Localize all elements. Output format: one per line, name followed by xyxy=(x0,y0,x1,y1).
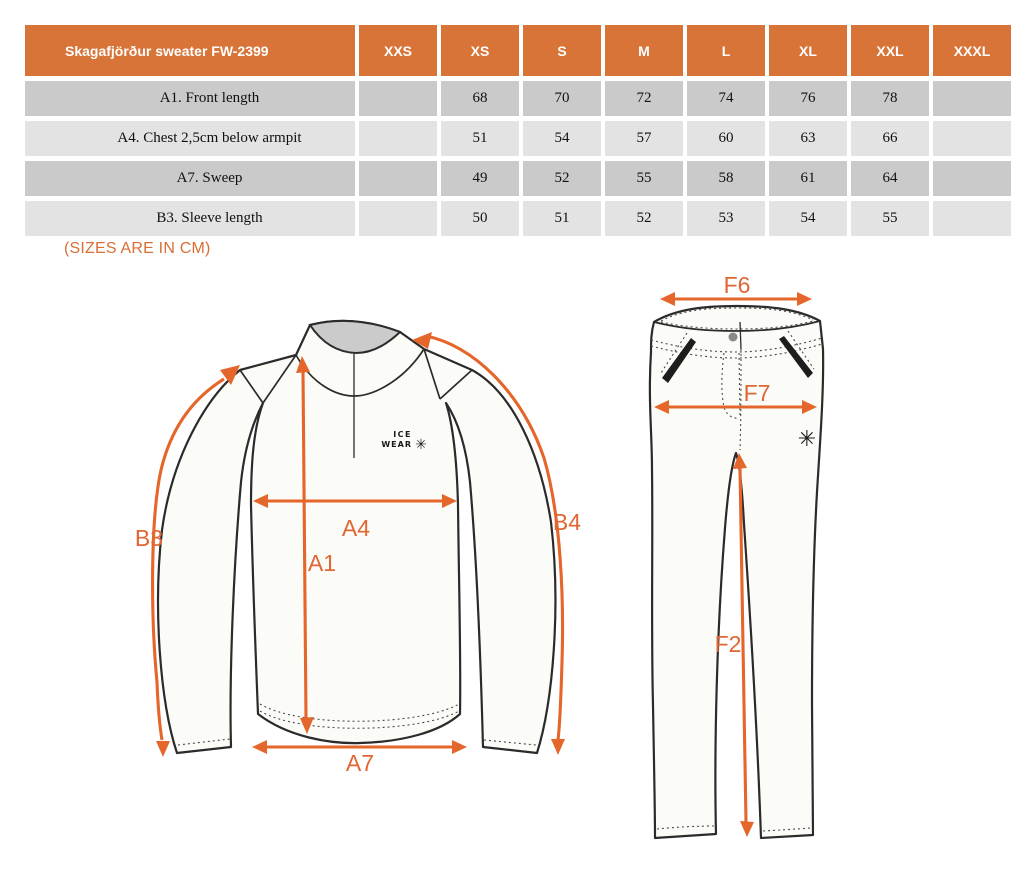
table-header-row xyxy=(25,25,1011,76)
snowflake-icon: ✳ xyxy=(797,427,817,452)
size-col-header-xxxl: XXXL xyxy=(933,25,1011,76)
size-col-header-xxs: XXS xyxy=(359,25,437,76)
size-value-cell: 72 xyxy=(605,81,683,116)
size-col-header-xxl: XXL xyxy=(851,25,929,76)
pants-diagram xyxy=(615,270,905,880)
table-row xyxy=(25,161,1011,196)
svg-text:ICE: ICE xyxy=(393,430,412,439)
size-value-cell: 60 xyxy=(687,121,765,156)
size-value-cell: 54 xyxy=(523,121,601,156)
row-label: A4. Chest 2,5cm below armpit xyxy=(25,121,355,156)
size-value-cell xyxy=(359,201,437,236)
size-value-cell xyxy=(933,201,1011,236)
size-col-header-xs: XS xyxy=(441,25,519,76)
measure-label-b3: B3 xyxy=(134,525,164,551)
measure-label-f2: F2 xyxy=(714,631,742,657)
size-value-cell: 49 xyxy=(441,161,519,196)
size-value-cell: 66 xyxy=(851,121,929,156)
size-col-header-l: L xyxy=(687,25,765,76)
size-value-cell: 57 xyxy=(605,121,683,156)
size-value-cell: 50 xyxy=(441,201,519,236)
measure-label-a1: A1 xyxy=(307,550,337,576)
size-value-cell xyxy=(359,121,437,156)
size-value-cell: 51 xyxy=(441,121,519,156)
size-col-header-m: M xyxy=(605,25,683,76)
row-label: A7. Sweep xyxy=(25,161,355,196)
measure-label-a4: A4 xyxy=(341,515,371,541)
size-value-cell xyxy=(933,81,1011,116)
size-value-cell xyxy=(933,121,1011,156)
size-value-cell: 63 xyxy=(769,121,847,156)
size-value-cell xyxy=(359,161,437,196)
size-value-cell: 61 xyxy=(769,161,847,196)
size-value-cell: 51 xyxy=(523,201,601,236)
sweater-diagram xyxy=(105,280,600,790)
measure-label-b4: B4 xyxy=(552,509,582,535)
size-chart-table xyxy=(21,20,1015,241)
row-label: B3. Sleeve length xyxy=(25,201,355,236)
size-value-cell: 68 xyxy=(441,81,519,116)
size-value-cell: 78 xyxy=(851,81,929,116)
measure-label-a7: A7 xyxy=(345,750,375,776)
product-title-cell: Skagafjörður sweater FW-2399 xyxy=(25,25,355,76)
svg-text:WEAR: WEAR xyxy=(381,440,412,449)
size-value-cell: 58 xyxy=(687,161,765,196)
size-value-cell xyxy=(359,81,437,116)
pants-outline xyxy=(650,306,823,838)
measure-label-f6: F6 xyxy=(723,272,751,298)
size-value-cell: 55 xyxy=(605,161,683,196)
table-row xyxy=(25,121,1011,156)
size-value-cell: 70 xyxy=(523,81,601,116)
size-value-cell: 64 xyxy=(851,161,929,196)
waist-button xyxy=(729,333,738,342)
size-value-cell: 52 xyxy=(523,161,601,196)
size-col-header-xl: XL xyxy=(769,25,847,76)
size-value-cell: 53 xyxy=(687,201,765,236)
size-col-header-s: S xyxy=(523,25,601,76)
sizes-unit-note: (SIZES ARE IN CM) xyxy=(64,240,211,257)
row-label: A1. Front length xyxy=(25,81,355,116)
size-value-cell: 74 xyxy=(687,81,765,116)
size-value-cell: 76 xyxy=(769,81,847,116)
table-row xyxy=(25,201,1011,236)
table-row xyxy=(25,81,1011,116)
size-value-cell: 55 xyxy=(851,201,929,236)
size-value-cell xyxy=(933,161,1011,196)
size-value-cell: 52 xyxy=(605,201,683,236)
measure-label-f7: F7 xyxy=(743,380,771,406)
snowflake-icon: ✳ xyxy=(415,437,427,453)
size-value-cell: 54 xyxy=(769,201,847,236)
